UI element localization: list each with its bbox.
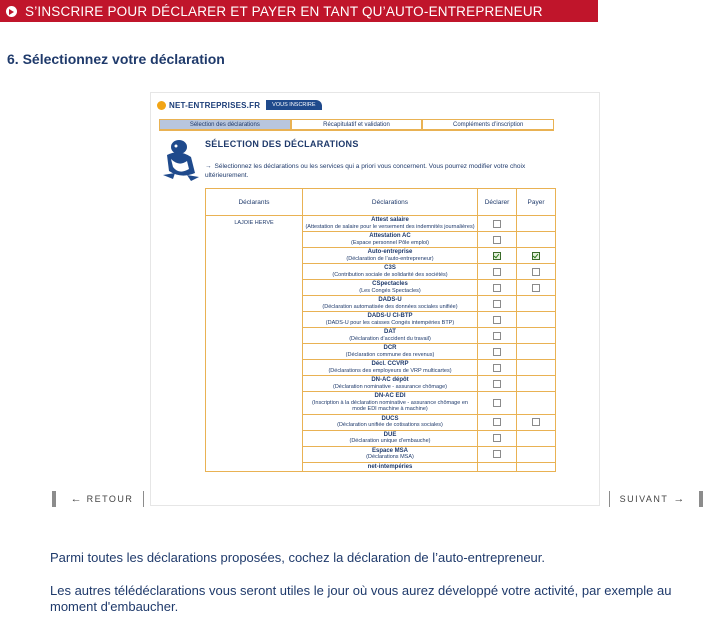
declaration-cell bbox=[303, 392, 478, 415]
payer-cell bbox=[517, 344, 556, 360]
payer-cell bbox=[517, 392, 556, 415]
declaration-description: (Déclarations des employeurs de VRP multicartes) bbox=[328, 367, 452, 374]
declarer-cell bbox=[478, 462, 517, 472]
declarant-name: LAJOIE HERVE bbox=[206, 216, 303, 472]
mascot-icon bbox=[161, 137, 201, 181]
suivant-label: SUIVANT bbox=[619, 494, 669, 504]
payer-checkbox[interactable] bbox=[532, 284, 540, 292]
declaration-description: (Contribution sociale de solidarité des sociétés) bbox=[332, 271, 448, 278]
vous-inscrire-button: VOUS INSCRIRE bbox=[266, 100, 321, 110]
tab-complements: Compléments d’inscription bbox=[422, 119, 554, 130]
tab-selection: Sélection des déclarations bbox=[159, 119, 291, 130]
declaration-description: (DADS-U pour les caisses Congés intempéries BTP) bbox=[325, 319, 455, 326]
declaration-name: Attest salaire bbox=[371, 217, 409, 223]
declarer-cell bbox=[478, 232, 517, 248]
declarer-checkbox[interactable] bbox=[493, 220, 501, 228]
payer-checkbox[interactable] bbox=[532, 252, 540, 260]
declarer-checkbox[interactable] bbox=[493, 332, 501, 340]
payer-cell bbox=[517, 328, 556, 344]
step-tabs bbox=[159, 119, 554, 130]
declaration-name: DADS-U bbox=[378, 297, 402, 303]
arrow-right-icon: → bbox=[205, 163, 212, 170]
payer-cell bbox=[517, 446, 556, 462]
declaration-description: (Attestation de salaire pour le versement des indemnités journalières) bbox=[305, 223, 475, 230]
declarer-checkbox[interactable] bbox=[493, 236, 501, 244]
payer-cell bbox=[517, 414, 556, 430]
retour-button[interactable] bbox=[52, 491, 144, 507]
declaration-description: (Déclarations MSA) bbox=[366, 454, 414, 460]
declarer-cell bbox=[478, 360, 517, 376]
instruction-paragraph: Parmi toutes les déclarations proposées, cochez la déclaration de l’auto-entrepreneur. bbox=[50, 550, 546, 565]
payer-cell bbox=[517, 264, 556, 280]
payer-cell bbox=[517, 376, 556, 392]
payer-cell bbox=[517, 248, 556, 264]
declaration-cell bbox=[303, 312, 478, 328]
declaration-cell bbox=[303, 232, 478, 248]
payer-cell bbox=[517, 462, 556, 472]
payer-cell bbox=[517, 430, 556, 446]
declarer-cell bbox=[478, 296, 517, 312]
declaration-name: Attestation AC bbox=[369, 233, 411, 239]
arrow-right-icon: → bbox=[673, 493, 685, 505]
declaration-cell bbox=[303, 414, 478, 430]
declaration-name: CSpectacles bbox=[372, 281, 408, 287]
declarer-checkbox[interactable] bbox=[493, 300, 501, 308]
declarer-checkbox[interactable] bbox=[493, 380, 501, 388]
embedded-screenshot bbox=[150, 92, 600, 506]
declaration-description: (Déclaration automatisée des données sociales unifiée) bbox=[322, 303, 458, 310]
declaration-name: DUE bbox=[383, 431, 397, 438]
declaration-cell bbox=[303, 248, 478, 264]
declaration-description: (Déclaration unifiée de cotisations sociales) bbox=[337, 422, 443, 428]
declaration-name: DN-AC dépôt bbox=[371, 377, 409, 383]
declarer-checkbox[interactable] bbox=[493, 434, 501, 442]
payer-checkbox[interactable] bbox=[532, 268, 540, 276]
declarer-cell bbox=[478, 446, 517, 462]
declaration-name: DUCS bbox=[381, 415, 399, 422]
declarer-cell bbox=[478, 430, 517, 446]
declarer-cell bbox=[478, 216, 517, 232]
declaration-cell bbox=[303, 344, 478, 360]
declaration-cell bbox=[303, 430, 478, 446]
declaration-name: net-intempéries bbox=[367, 463, 413, 470]
declarer-checkbox[interactable] bbox=[493, 316, 501, 324]
declaration-description: (Inscription à la déclaration nominative - assurance chômage en mode EDI machine à machine) bbox=[312, 399, 468, 412]
net-entreprises-logo bbox=[157, 100, 322, 110]
payer-cell bbox=[517, 216, 556, 232]
payer-cell bbox=[517, 312, 556, 328]
intro-text bbox=[205, 162, 550, 180]
declaration-cell bbox=[303, 360, 478, 376]
declaration-name: DADS-U CI-BTP bbox=[367, 313, 413, 319]
declaration-description: (Espace personnel Pôle emploi) bbox=[351, 239, 429, 246]
declaration-description: (Déclaration commune des revenus) bbox=[345, 351, 435, 358]
declaration-name: DCR bbox=[383, 345, 397, 351]
declaration-description: (Déclaration nominative - assurance chômage) bbox=[332, 383, 448, 390]
table-row bbox=[206, 216, 556, 232]
payer-cell bbox=[517, 280, 556, 296]
declarer-cell bbox=[478, 280, 517, 296]
declarer-cell bbox=[478, 392, 517, 415]
declaration-cell bbox=[303, 296, 478, 312]
intro-label: Sélectionnez les déclarations ou les services qui a priori vous concernent. Vous pourrez modifier votre choix ultérieurement. bbox=[205, 163, 526, 179]
payer-checkbox[interactable] bbox=[532, 418, 540, 426]
arrow-left-icon: ← bbox=[70, 493, 82, 505]
declaration-description: (Les Congés Spectacles) bbox=[359, 287, 421, 294]
declaration-description: (Déclaration d’accident du travail) bbox=[349, 335, 431, 342]
tabs-divider bbox=[159, 130, 554, 131]
declaration-name: DAT bbox=[384, 329, 396, 335]
declaration-cell bbox=[303, 328, 478, 344]
header-declarations: Déclarations bbox=[303, 189, 478, 216]
declarer-checkbox[interactable] bbox=[493, 268, 501, 276]
declarer-cell bbox=[478, 312, 517, 328]
payer-cell bbox=[517, 232, 556, 248]
declaration-cell bbox=[303, 462, 478, 472]
payer-cell bbox=[517, 296, 556, 312]
tab-recapitulatif: Récapitulatif et validation bbox=[291, 119, 423, 130]
declaration-cell bbox=[303, 264, 478, 280]
section-title: SÉLECTION DES DÉCLARATIONS bbox=[205, 139, 359, 149]
header-declarants: Déclarants bbox=[206, 189, 303, 216]
section-banner bbox=[0, 0, 598, 22]
declarer-cell bbox=[478, 248, 517, 264]
header-declarer: Déclarer bbox=[478, 189, 517, 216]
declaration-name: C3S bbox=[384, 265, 396, 271]
declaration-cell bbox=[303, 216, 478, 232]
declaration-name: Espace MSA bbox=[371, 447, 408, 454]
suivant-button[interactable] bbox=[609, 491, 703, 507]
banner-title: S’INSCRIRE POUR DÉCLARER ET PAYER EN TANT QU’AUTO-ENTREPRENEUR bbox=[25, 3, 543, 19]
header-payer: Payer bbox=[517, 189, 556, 216]
declarations-table bbox=[205, 188, 556, 472]
declarer-checkbox[interactable] bbox=[493, 284, 501, 292]
declaration-cell bbox=[303, 280, 478, 296]
declarer-checkbox[interactable] bbox=[493, 399, 501, 407]
declarer-cell bbox=[478, 376, 517, 392]
declarer-checkbox[interactable] bbox=[493, 418, 501, 426]
declarer-cell bbox=[478, 344, 517, 360]
declaration-description: (Déclaration unique d’embauche) bbox=[349, 438, 431, 444]
note-paragraph: Les autres télédéclarations vous seront utiles le jour où vous aurez développé votre activité, par exemple au moment d'embaucher. bbox=[50, 583, 672, 614]
declarer-cell bbox=[478, 328, 517, 344]
declarer-checkbox[interactable] bbox=[493, 364, 501, 372]
declaration-cell bbox=[303, 446, 478, 462]
declarer-checkbox[interactable] bbox=[493, 450, 501, 458]
declaration-name: DN-AC EDI bbox=[374, 393, 406, 399]
declaration-cell bbox=[303, 376, 478, 392]
declaration-name: Auto-entreprise bbox=[367, 249, 413, 255]
retour-label: RETOUR bbox=[86, 494, 134, 504]
declaration-description: (Déclaration de l’auto-entrepreneur) bbox=[346, 255, 434, 262]
declarer-checkbox[interactable] bbox=[493, 252, 501, 260]
arrow-bullet-icon bbox=[6, 6, 17, 17]
step-title: 6. Sélectionnez votre déclaration bbox=[7, 51, 225, 67]
declarer-checkbox[interactable] bbox=[493, 348, 501, 356]
payer-cell bbox=[517, 360, 556, 376]
logo-text: NET-ENTREPRISES.FR bbox=[169, 100, 261, 110]
logo-dot-icon bbox=[157, 101, 166, 110]
declarer-cell bbox=[478, 264, 517, 280]
declaration-name: Décl. CCVRP bbox=[371, 361, 409, 367]
declarer-cell bbox=[478, 414, 517, 430]
